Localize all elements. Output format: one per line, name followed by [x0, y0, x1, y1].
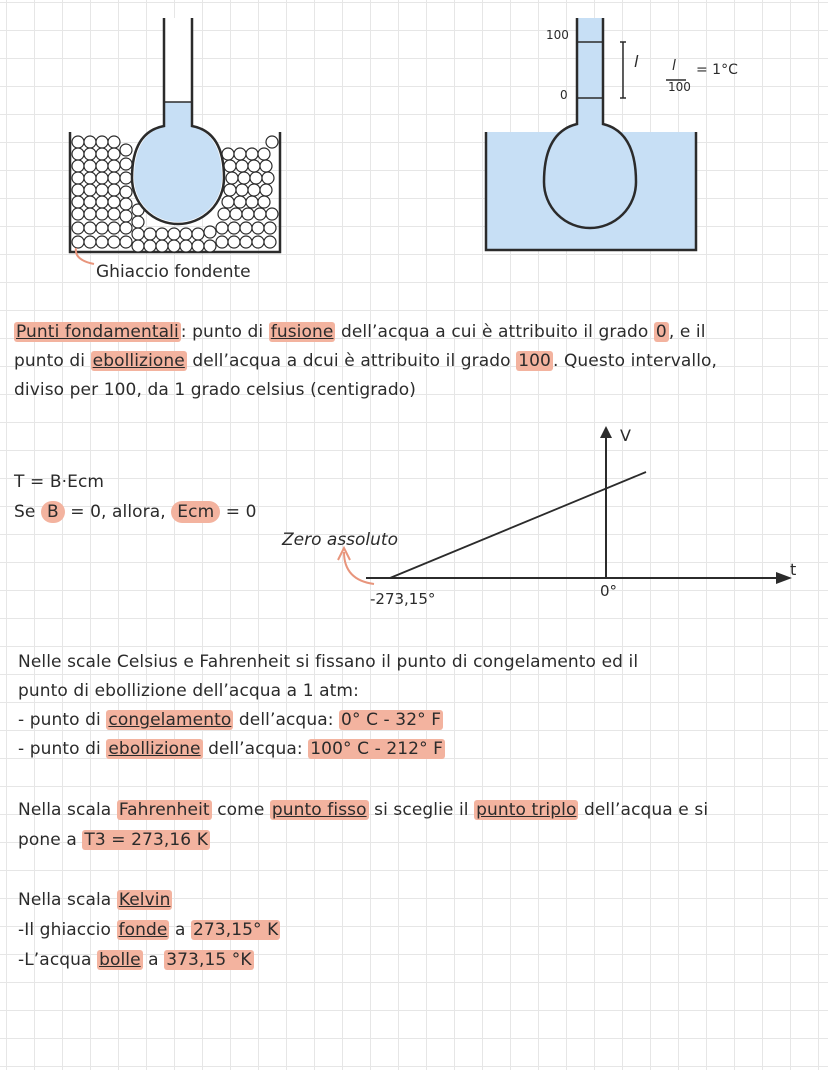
text: , e il [668, 322, 706, 342]
value-boiling: 100° C - 212° F [310, 739, 444, 759]
water-flask-diagram [480, 14, 760, 254]
p1-line2 [14, 351, 717, 371]
formula-line2 [14, 502, 257, 522]
text: dell’acqua: [202, 739, 309, 759]
text: come [211, 800, 270, 820]
p1-line1 [14, 322, 706, 342]
fraction-numerator: l [672, 58, 676, 74]
text: . Questo intervallo, [552, 351, 718, 371]
ice-flask-diagram [60, 14, 300, 264]
text: a [169, 920, 191, 940]
tube-label-100: 100 [546, 28, 569, 42]
x-axis-label: t [790, 560, 797, 579]
term-b: B [41, 501, 65, 523]
p3-line1 [18, 800, 708, 820]
text: dell’acqua a cui è attribuito il grado [335, 322, 654, 342]
term-bolle: bolle [99, 950, 141, 970]
text: Nella scala [18, 890, 117, 910]
text: - punto di [18, 710, 107, 730]
origin-label: 0° [600, 582, 618, 600]
term-congelamento: congelamento [108, 710, 232, 730]
zero-absolute-label: Zero assoluto [282, 530, 398, 550]
text: - punto di [18, 739, 107, 759]
text: = 0, allora, [64, 502, 172, 522]
term-fusione: fusione [270, 322, 334, 342]
text: punto di [14, 351, 91, 371]
absolute-zero-graph [330, 420, 810, 610]
text: : punto di [180, 322, 269, 342]
p4-line2 [18, 920, 280, 940]
p2-line2: punto di ebollizione dell’acqua a 1 atm: [18, 681, 359, 701]
term-punti-fondamentali: Punti fondamentali [16, 322, 179, 342]
value-0: 0 [655, 322, 667, 342]
tube-label-0: 0 [560, 88, 568, 102]
value-boil-k: 373,15 °K [166, 950, 252, 970]
text: dell’acqua e si [578, 800, 709, 820]
term-ebollizione-2: ebollizione [108, 739, 201, 759]
fraction-denominator: 100 [668, 80, 691, 94]
term-punto-triplo: punto triplo [476, 800, 577, 820]
term-ebollizione: ebollizione [92, 351, 185, 371]
term-fonde: fonde [118, 920, 168, 940]
term-fahrenheit: Fahrenheit [118, 800, 210, 820]
term-punto-fisso: punto fisso [271, 800, 367, 820]
neg-273-label: -273,15° [370, 590, 436, 608]
p2-line1: Nelle scale Celsius e Fahrenheit si fissano il punto di congelamento ed il [18, 652, 639, 672]
p4-line1 [18, 890, 172, 910]
p4-line3 [18, 950, 254, 970]
value-melt-k: 273,15° K [192, 920, 279, 940]
text: -Il ghiaccio [18, 920, 117, 940]
length-label: l [634, 52, 639, 71]
text: = 0 [220, 502, 257, 522]
text: a [142, 950, 165, 970]
value-freezing: 0° C - 32° F [341, 710, 442, 730]
value-100: 100 [518, 351, 551, 371]
value-t3: T3 = 273,16 K [84, 830, 208, 850]
text: Nella scala [18, 800, 117, 820]
p3-line2 [18, 830, 210, 850]
volume-line [390, 472, 646, 578]
p1-line3: diviso per 100, da 1 grado celsius (centigrado) [14, 380, 416, 400]
fraction-result: = 1°C [696, 62, 738, 78]
ice-label: Ghiaccio fondente [96, 262, 251, 282]
term-kelvin: Kelvin [118, 890, 171, 910]
text: dell’acqua a dcui è attribuito il grado [186, 351, 517, 371]
text: Se [14, 502, 41, 522]
text: dell’acqua: [233, 710, 340, 730]
y-axis-arrow [600, 426, 612, 438]
text: -L’acqua [18, 950, 98, 970]
term-ecm: Ecm [171, 501, 220, 523]
text: si sceglie il [368, 800, 475, 820]
p2-line4 [18, 739, 445, 759]
text: pone a [18, 830, 83, 850]
y-axis-label: V [620, 426, 631, 445]
formula-line1: T = B·Ecm [14, 472, 105, 492]
p2-line3 [18, 710, 443, 730]
